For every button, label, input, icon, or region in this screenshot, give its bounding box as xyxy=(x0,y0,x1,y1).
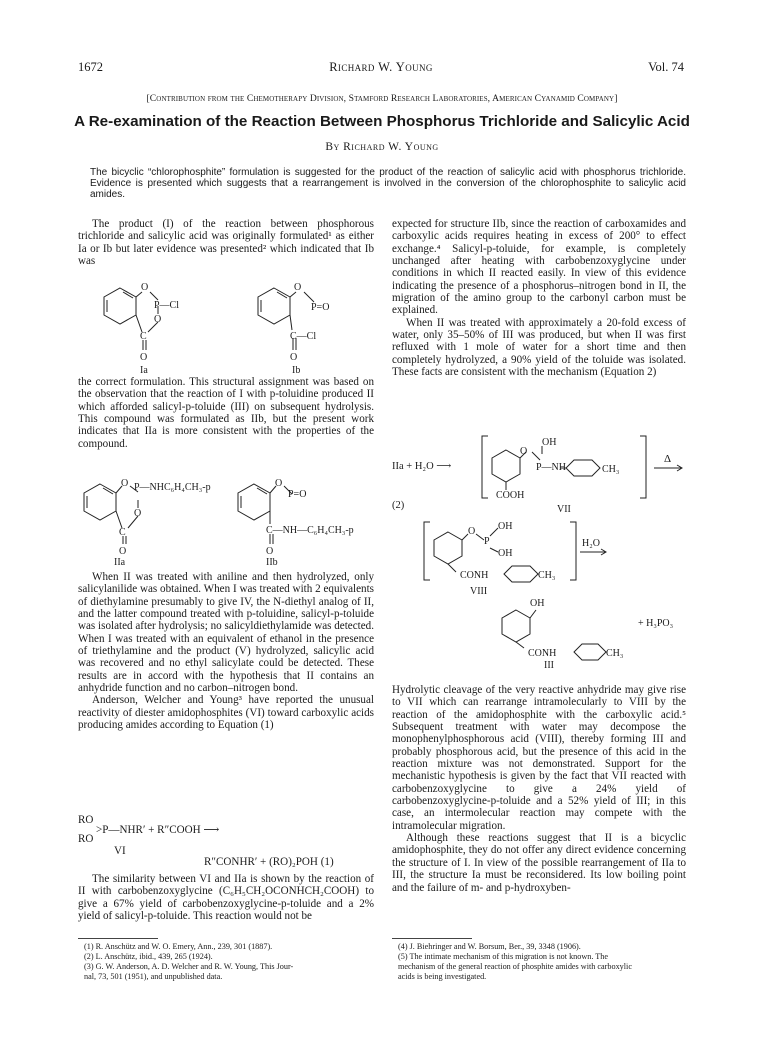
iii-ch3: CH₃ xyxy=(606,648,624,659)
col1-paragraph-2 xyxy=(78,376,374,450)
footnote: (1) R. Anschütz and W. O. Emery, Ann., 239, 301 (1887). xyxy=(84,942,273,951)
iia-carbonyl-label: O xyxy=(119,546,127,557)
col2-paragraphs-1-2 xyxy=(392,218,686,378)
vii-o: O xyxy=(520,446,528,457)
ia-label: Ia xyxy=(140,365,148,376)
eq1-ro-bottom: RO xyxy=(78,833,94,845)
paragraph: Although these reactions suggest that II is a bicyclic amidophosphite, they do not offer any direct evidence concerning the structure of I. In view of the possible rearrangement of IIa to III, the structure Ia must be reconsidered. Its low boiling point and the failure of m- and p-hydroxyben- xyxy=(392,832,686,894)
volume-number: Vol. 74 xyxy=(648,60,684,74)
iii-oh: OH xyxy=(530,598,545,609)
iii-byproduct: + H₃PO₃ xyxy=(638,618,674,629)
paragraph: When II was treated with aniline and then hydrolyzed, only salicylanilide was obtained. When I was treated with 2 equivalents of diethylamine presumably to give IV, the N-diethyl analog of II, and the latter compound treated with p-toluidine, salicyl-p-toluide was isolated after hydrolysis; no salicyldiethylamide was detected. When I was treated with an equivalent of ethanol in the presence of triethylamine and the product (V) hydrolyzed, salicylic acid was recovered and no ethyl salicylate could be detected. These results are in accord with the hypothesis that II contains an anhydride function and no carbon–nitrogen bond. xyxy=(78,571,374,695)
footnotes-left xyxy=(84,942,374,982)
col1-paragraph-5 xyxy=(78,873,374,922)
vii-delta: Δ xyxy=(664,453,672,465)
eq2-number: (2) xyxy=(392,500,405,511)
eq2-reactants: IIa + H₂O ⟶ xyxy=(392,461,452,472)
page-number: 1672 xyxy=(78,60,103,74)
footnote: acids is being investigated. xyxy=(398,972,487,981)
vii-label: VII xyxy=(557,504,571,515)
iii-conh: CONH xyxy=(528,648,557,659)
vii-cooh: COOH xyxy=(496,490,525,501)
paragraph: When II was treated with approximately a 20-fold excess of water, only 35–50% of III was produced, but when II was first refluxed with 1 mole of water for a short time and then completely hydrolyzed, a 90% yield of the toluide was isolated. These facts are consistent with the mechanism (Equation 2) xyxy=(392,316,686,379)
structure-ia xyxy=(104,288,158,350)
byline: By Richard W. Young xyxy=(325,141,439,153)
ia-p-label: P—Cl xyxy=(154,300,180,311)
iia-label: IIa xyxy=(114,557,126,568)
ib-p-label: P=O xyxy=(311,302,330,313)
running-author: Richard W. Young xyxy=(329,60,433,74)
ia-c-label: C xyxy=(140,331,147,342)
footnotes-right xyxy=(398,942,688,982)
footnote-rule-right xyxy=(392,938,472,939)
iii-label: III xyxy=(544,660,554,671)
iib-o-label: O xyxy=(275,478,283,489)
viii-h2o: H₂O xyxy=(582,538,600,549)
equation-2-scheme xyxy=(392,432,686,671)
abstract: The bicyclic “chlorophosphite” formulation is suggested for the product of the reaction of salicylic acid with phosphorus trichloride. Evidence is presented which suggests that a rearrangement is involved in the conversion of the chlorophosphite to salicylic acid amides. xyxy=(90,167,686,201)
iib-c-label: C—NH—C₆H₄CH₃-p xyxy=(266,525,354,536)
footnote: (2) L. Anschütz, ibid., 439, 265 (1924). xyxy=(84,952,213,961)
eq1-products: R″CONHR′ + (RO)₂POH (1) xyxy=(204,856,334,868)
iib-label: IIb xyxy=(266,557,278,568)
structures-ia-ib xyxy=(78,270,374,374)
iia-o2-label: O xyxy=(134,508,142,519)
ib-o-label: O xyxy=(294,282,302,293)
ia-o2-label: O xyxy=(154,314,162,325)
ia-carbonyl-label: O xyxy=(140,352,148,363)
structures-iia-iib xyxy=(78,474,374,566)
paragraph: Hydrolytic cleavage of the very reactive anhydride may give rise to VII which can rearrange intramolecularly to VIII by the reaction of the amidophosphite with the carboxylic acid.⁵ Subsequent treatment with water may decompose the monophenylphosphorous acid (VIII), thereby forming III and probably phosphorous acid, but the presence of this acid in the reaction mixture was not demonstrated. Support for the mechanistic hypothesis is given by the fact that VII reacted with carbobenzoxyglycine to give a 24% yield of carbobenzoxyglycine-p-toluide and a 52% yield of III; in this case, an intermolecular reaction may compete with the intramolecular migration. xyxy=(392,684,686,832)
footnote: nal, 73, 501 (1951), and unpublished data. xyxy=(84,972,223,981)
structure-iia xyxy=(84,484,138,544)
contribution-line: [Contribution from the Chemotherapy Division, Stamford Research Laboratories, American Cyanamid Company] xyxy=(146,93,618,104)
vii-p-nh: P—NH xyxy=(536,462,567,473)
paragraph: The product (I) of the reaction between phosphorous trichloride and salicylic acid was originally formulated¹ as either Ia or Ib but later evidence was presented² which indicated that Ib was xyxy=(78,218,374,268)
ib-carbonyl-label: O xyxy=(290,352,298,363)
footnote: (4) J. Biehringer and W. Borsum, Ber., 39, 3348 (1906). xyxy=(398,942,581,951)
ia-o-label: O xyxy=(141,282,149,293)
paragraph: expected for structure IIb, since the reaction of carboxamides and carboxylic acids requires heating in excess of 200° to effect exchange.⁴ Salicyl-p-toluide, for example, is completely unchanged after heating with carbobenzoxyglycine under conditions in which II reacted easily. In view of this evidence indicating the presence of a phosphorus–nitrogen bond in II, the migration of the amino group to the carbonyl carbon must be explained. xyxy=(392,218,686,317)
ib-label: Ib xyxy=(292,365,301,376)
viii-o: O xyxy=(468,526,476,537)
footnote: (5) The intimate mechanism of this migration is not known. The xyxy=(398,952,609,961)
footnote-rule-left xyxy=(78,938,158,939)
col2-paragraphs-3-4 xyxy=(392,684,686,894)
viii-label: VIII xyxy=(470,586,488,597)
col1-paragraph-1 xyxy=(78,218,374,267)
ib-c-label: C—Cl xyxy=(290,331,317,342)
footnote: mechanism of the general reaction of phosphite amides with carboxylic xyxy=(398,962,632,971)
running-header xyxy=(78,60,684,76)
viii-p: P xyxy=(484,536,490,547)
paragraph: The similarity between VI and IIa is shown by the reaction of II with carbobenzoxyglycine (C₆H₅CH₂OCONHCH₂COOH) to give a 67% yield of carbobenzoxyglycine-p-toluide and a 2% yield of salicyl-p-toluide. This reaction would not be xyxy=(78,873,374,923)
eq1-label: VI xyxy=(114,845,126,857)
footnote: (3) G. W. Anderson, A. D. Welcher and R. W. Young, This Jour- xyxy=(84,962,294,971)
viii-conh: CONH xyxy=(460,570,489,581)
viii-oh1: OH xyxy=(498,521,513,532)
iib-carbonyl-label: O xyxy=(266,546,274,557)
iia-c-label: C xyxy=(119,527,126,538)
iia-p-label: P—NHC₆H₄CH₃-p xyxy=(134,482,211,493)
vii-oh: OH xyxy=(542,437,557,448)
paragraph: Anderson, Welcher and Young³ have reported the unusual reactivity of diester amidophosphites (VI) toward carboxylic acids producing amides according to Equation (1) xyxy=(78,694,374,732)
col1-paragraph-3 xyxy=(78,571,374,731)
iia-o-label: O xyxy=(121,478,129,489)
viii-oh2: OH xyxy=(498,548,513,559)
iib-p-label: P=O xyxy=(288,489,307,500)
vii-ch3: CH₃ xyxy=(602,464,620,475)
eq1-ro-top: RO xyxy=(78,814,94,826)
article-title: A Re-examination of the Reaction Between Phosphorus Trichloride and Salicylic Acid xyxy=(74,113,690,130)
eq1-reaction: >P—NHR′ + R″COOH ⟶ xyxy=(96,824,220,836)
viii-ch3: CH₃ xyxy=(538,570,556,581)
paragraph: the correct formulation. This structural assignment was based on the observation that the reaction of I with p-toluidine produced II which afforded salicyl-p-toluide (III) on subsequent hydrolysis. This compound was formulated as IIb, but the present work indicates that IIa is more consistent with the properties of the compound. xyxy=(78,376,374,450)
